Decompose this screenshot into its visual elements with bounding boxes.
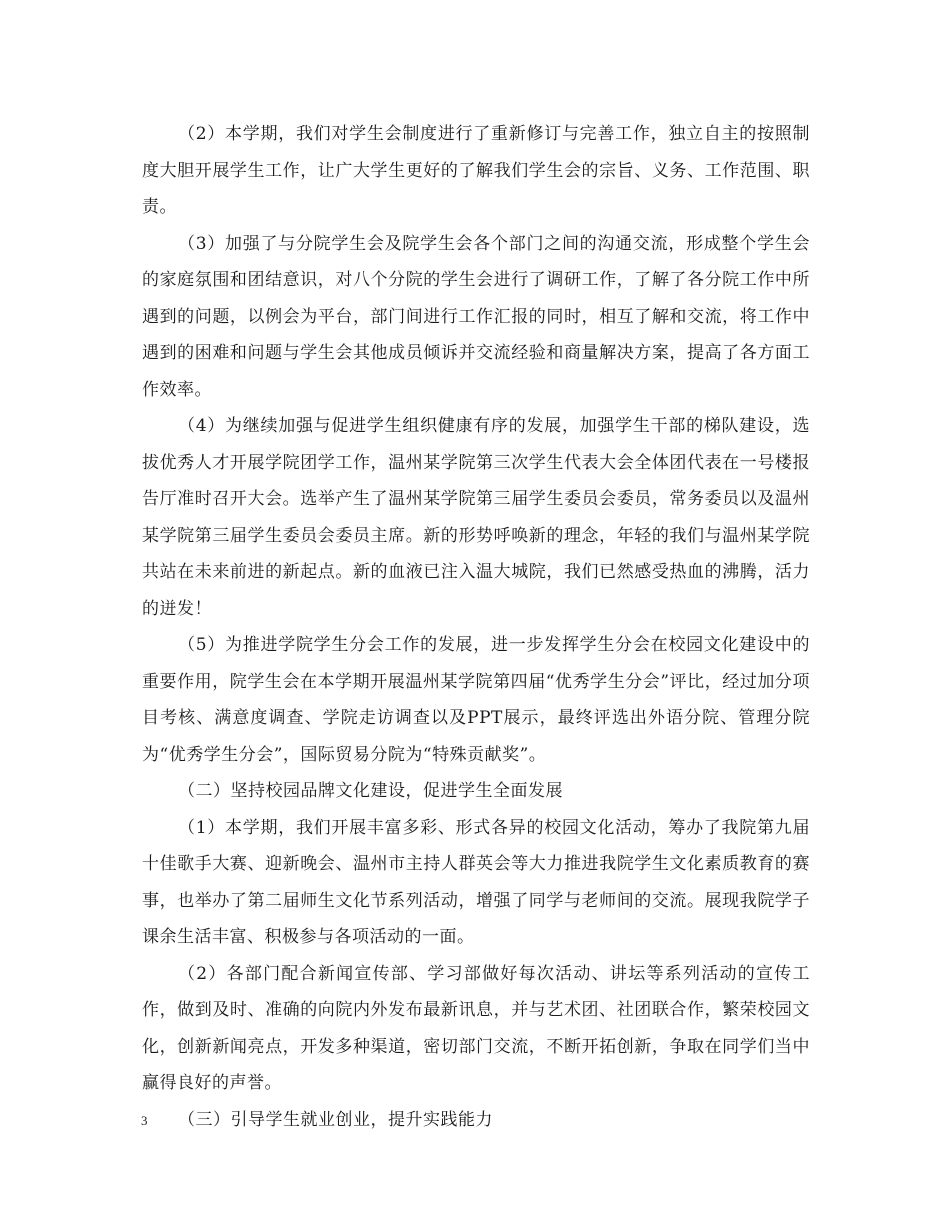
paragraph-publicity-work: （2）各部门配合新闻宣传部、学习部做好每次活动、讲坛等系列活动的宣传工作，做到及时、准确的向院内外发布最新讯息，并与艺术团、社团联合作，繁荣校园文化，创新新闻亮点，开发多种渠道，密切部门交流，不断开拓创新，争取在同学们当中赢得良好的声誉。 — [142, 963, 810, 1093]
paragraph-student-union-regulations: （2）本学期，我们对学生会制度进行了重新修订与完善工作，独立自主的按照制度大胆开展学生工作，让广大学生更好的了解我们学生会的宗旨、义务、工作范围、职责。 — [142, 124, 810, 217]
page-number: 3 — [141, 1113, 148, 1128]
section-heading-employment: （三）引导学生就业创业，提升实践能力 — [178, 1109, 493, 1130]
paragraph-communication: （3）加强了与分院学生会及院学生会各个部门之间的沟通交流，形成整个学生会的家庭氛围和团结意识，对八个分院的学生会进行了调研工作，了解了各分院工作中所遇到的问题，以例会为平台，部门间进行工作汇报的同时，相互了解和交流，将工作中遇到的困难和问题与学生会其他成员倾诉并交流经验和商量解决方案，提高了各方面工作效率。 — [142, 233, 810, 400]
paragraph-cultural-activities: （1）本学期，我们开展丰富多彩、形式各异的校园文化活动，筹办了我院第九届十佳歌手大赛、迎新晚会、温州市主持人群英会等大力推进我院学生文化素质教育的赛事，也举办了第二届师生文化节系列活动，增强了同学与老师间的交流。展现我院学子课余生活丰富、积极参与各项活动的一面。 — [142, 817, 810, 947]
paragraph-representative-congress: （4）为继续加强与促进学生组织健康有序的发展，加强学生干部的梯队建设，选拔优秀人才开展学院团学工作，温州某学院第三次学生代表大会全体团代表在一号楼报告厅准时召开大会。选举产生了温州某学院第三届学生委员会委员，常务委员以及温州某学院第三届学生委员会委员主席。新的形势呼唤新的理念，年轻的我们与温州某学院共站在未来前进的新起点。新的血液已注入温大城院，我们已然感受热血的沸腾，活力的迸发！ — [142, 416, 810, 619]
section-heading-campus-culture: （二）坚持校园品牌文化建设，促进学生全面发展 — [178, 781, 563, 801]
paragraph-branch-evaluation: （5）为推进学院学生分会工作的发展，进一步发挥学生分会在校园文化建设中的重要作用，院学生会在本学期开展温州某学院第四届“优秀学生分会”评比，经过加分项目考核、满意度调查、学院走访调查以及PPT展示，最终评选出外语分院、管理分院为“优秀学生分会”，国际贸易分院为“特殊贡献奖”。 — [142, 635, 810, 765]
document-body — [142, 116, 810, 1138]
